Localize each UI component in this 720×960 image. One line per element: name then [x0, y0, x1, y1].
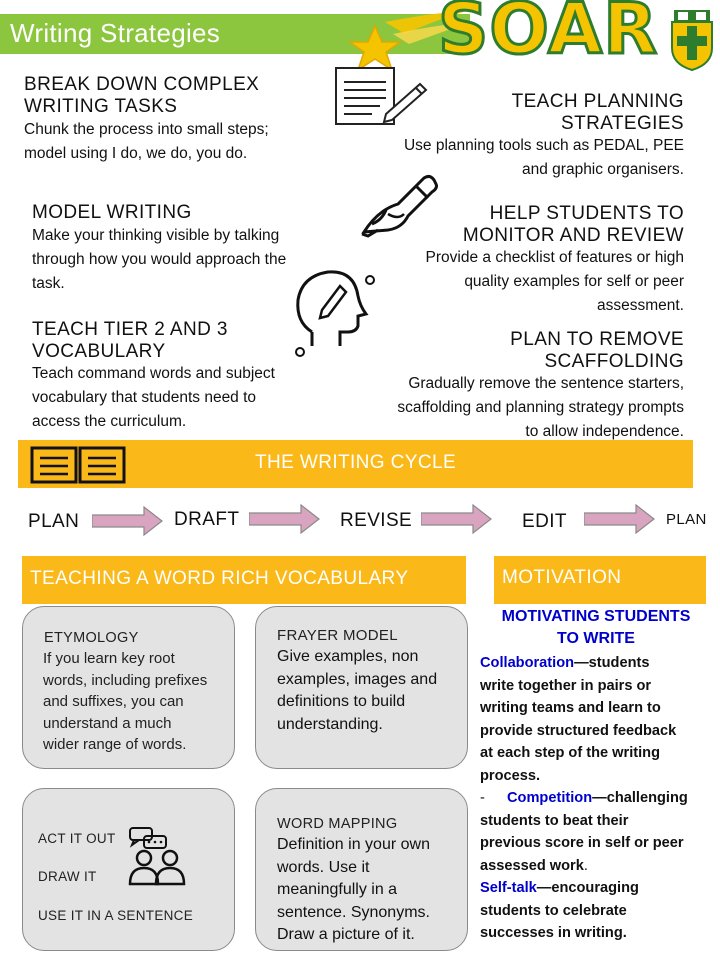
act-it-out-label: ACT IT OUT	[38, 831, 116, 846]
arrow-right-icon	[92, 506, 164, 536]
arrow-right-icon	[584, 504, 656, 534]
cycle-step-edit: EDIT	[522, 511, 567, 532]
frayer-text: Give examples, non examples, images and definitions to build understanding.	[277, 648, 438, 733]
model-writing-heading: MODEL WRITING	[32, 202, 192, 223]
cycle-step-revise: REVISE	[340, 510, 413, 531]
self-talk-line: Self-talk—encouraging	[480, 880, 639, 896]
arrow-right-icon	[249, 504, 321, 534]
scaffolding-heading: PLAN TO REMOVE SCAFFOLDING	[510, 329, 684, 372]
collaboration-line: Collaboration—students	[480, 655, 650, 671]
page-title: Writing Strategies	[10, 18, 221, 48]
school-crest-icon	[670, 8, 714, 74]
hand-writing-icon	[358, 170, 442, 242]
draw-it-label: DRAW IT	[38, 869, 97, 884]
monitor-text: Provide a checklist of features or high quality examples for self or peer assessment.	[425, 249, 684, 314]
motivation-body: Collaboration—students write together in pairs or writing teams and learn to provide structured feedback at each step of the writing process. - Competition—challenging students to beat their previous score in self or peer assessed work. Self-talk—encouraging students to celebrate successes in writing.	[480, 652, 718, 945]
head-thinking-icon	[292, 266, 378, 362]
motivation-title: MOTIVATION	[502, 567, 622, 588]
use-in-sentence-label: USE IT IN A SENTENCE	[38, 908, 194, 923]
planning-text: Use planning tools such as PEDAL, PEE and graphic organisers.	[403, 137, 684, 178]
monitor-heading: HELP STUDENTS TO MONITOR AND REVIEW	[462, 203, 684, 246]
cycle-step-plan-again: PLAN	[666, 511, 707, 528]
model-writing-text: Make your thinking visible by talking through how you would approach the task.	[32, 227, 287, 292]
writing-cycle-title: THE WRITING CYCLE	[254, 452, 457, 473]
cycle-step-plan: PLAN	[28, 511, 80, 532]
word-mapping-text: Definition in your own words. Use it meaningfully in a sentence. Synonyms. Draw a picture of it.	[277, 836, 430, 943]
word-mapping-heading: WORD MAPPING	[277, 816, 398, 832]
scaffolding-text: Gradually remove the sentence starters, scaffolding and planning strategy prompts to allow independence.	[397, 375, 684, 440]
people-talking-icon	[122, 826, 190, 888]
frayer-heading: FRAYER MODEL	[277, 627, 398, 644]
etymology-heading: ETYMOLOGY	[44, 630, 139, 646]
document-pen-icon	[332, 66, 432, 130]
break-down-heading: BREAK DOWN COMPLEX WRITING TASKS	[24, 74, 260, 117]
soar-logo: SOAR	[438, 0, 659, 70]
competition-line: - Competition—challenging	[480, 790, 688, 806]
vocabulary-heading: TEACH TIER 2 AND 3 VOCABULARY	[32, 319, 228, 362]
planning-heading: TEACH PLANNING STRATEGIES	[511, 91, 684, 134]
etymology-text: If you learn key root words, including prefixes and suffixes, you can understand a much wider range of words.	[43, 650, 208, 753]
vocabulary-text: Teach command words and subject vocabulary that students need to access the curriculum.	[32, 365, 275, 430]
cycle-step-draft: DRAFT	[174, 509, 240, 530]
vocab-section-title: TEACHING A WORD RICH VOCABULARY	[30, 568, 409, 589]
arrow-right-icon	[421, 504, 493, 534]
motivation-heading: MOTIVATING STUDENTS TO WRITE	[501, 608, 691, 647]
break-down-text: Chunk the process into small steps; model using I do, we do, you do.	[24, 121, 269, 162]
